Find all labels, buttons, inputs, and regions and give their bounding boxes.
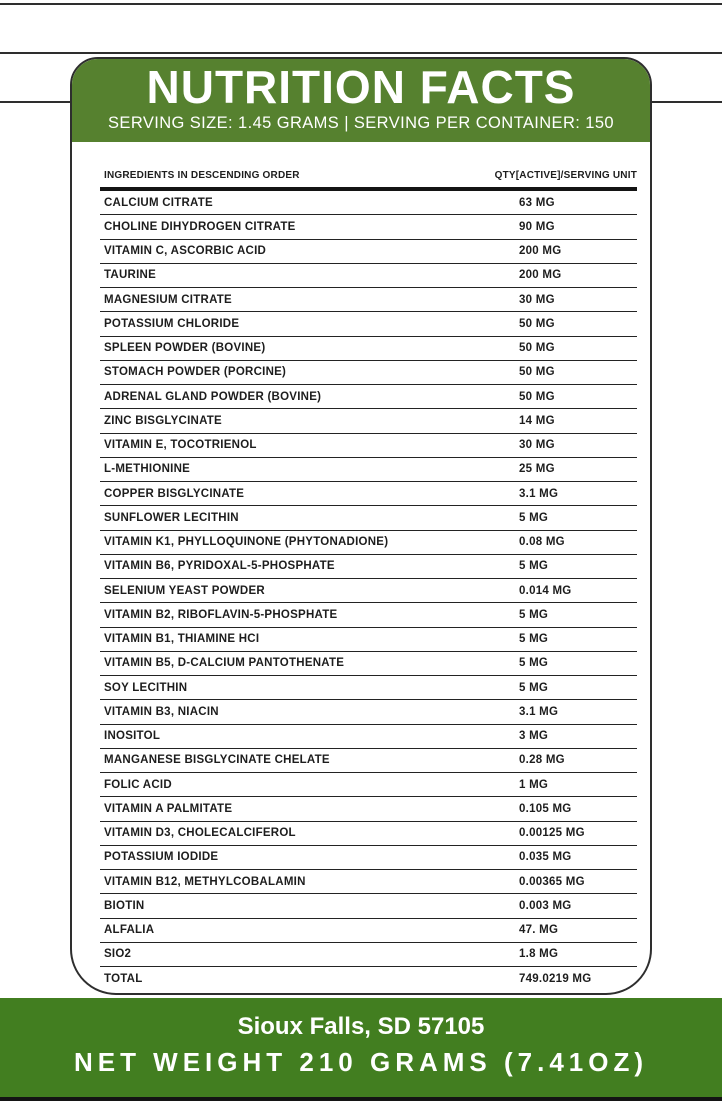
ingredient-qty: 0.08 MG xyxy=(519,536,565,549)
ingredient-qty: 3.1 MG xyxy=(519,487,559,500)
table-row xyxy=(100,943,637,967)
table-row xyxy=(100,773,637,797)
ingredient-name: VITAMIN B3, NIACIN xyxy=(104,705,219,718)
ingredient-name: SIO2 xyxy=(104,948,132,961)
ingredient-name: VITAMIN D3, CHOLECALCIFEROL xyxy=(104,827,296,840)
table-row xyxy=(100,579,637,603)
bottom-edge-strip xyxy=(0,1097,722,1101)
card-header xyxy=(72,59,650,142)
ingredient-name: CALCIUM CITRATE xyxy=(104,196,213,209)
ingredient-qty: 200 MG xyxy=(519,245,562,258)
ingredient-qty: 47. MG xyxy=(519,924,559,937)
table-row xyxy=(100,337,637,361)
serving-info: SERVING SIZE: 1.45 GRAMS | SERVING PER CONTAINER: 150 xyxy=(108,114,614,132)
nutrition-facts-card xyxy=(70,57,652,995)
table-row xyxy=(100,240,637,264)
ingredient-name: STOMACH POWDER (PORCINE) xyxy=(104,366,287,379)
ingredient-name: SPLEEN POWDER (BOVINE) xyxy=(104,342,266,355)
table-row xyxy=(100,409,637,433)
table-row xyxy=(100,894,637,918)
ingredient-name: VITAMIN B1, THIAMINE HCI xyxy=(104,633,260,646)
ingredient-qty: 0.105 MG xyxy=(519,802,572,815)
ingredient-qty: 5 MG xyxy=(519,560,549,573)
ingredient-name: ZINC BISGLYCINATE xyxy=(104,414,222,427)
table-row xyxy=(100,870,637,894)
ingredient-qty: 5 MG xyxy=(519,681,549,694)
table-row xyxy=(100,603,637,627)
ingredient-name: VITAMIN E, TOCOTRIENOL xyxy=(104,439,257,452)
ingredient-name: MAGNESIUM CITRATE xyxy=(104,293,232,306)
column-header-qty: QTY[ACTIVE]/SERVING UNIT xyxy=(494,170,637,181)
table-row xyxy=(100,628,637,652)
table-row xyxy=(100,434,637,458)
ingredient-qty: 200 MG xyxy=(519,269,562,282)
ingredient-name: SOY LECITHIN xyxy=(104,681,188,694)
ingredient-qty: 30 MG xyxy=(519,439,555,452)
table-row xyxy=(100,822,637,846)
ingredient-name: POTASSIUM CHLORIDE xyxy=(104,317,240,330)
ingredient-qty: 1 MG xyxy=(519,778,549,791)
table-row xyxy=(100,288,637,312)
table-row xyxy=(100,215,637,239)
ingredient-qty: 63 MG xyxy=(519,196,555,209)
ingredient-name: FOLIC ACID xyxy=(104,778,172,791)
ingredient-qty: 50 MG xyxy=(519,366,555,379)
ingredient-qty: 50 MG xyxy=(519,342,555,355)
top-rule-line-1 xyxy=(0,3,722,5)
ingredient-qty: 90 MG xyxy=(519,220,555,233)
ingredient-name: BIOTIN xyxy=(104,899,145,912)
ingredient-name: MANGANESE BISGLYCINATE CHELATE xyxy=(104,754,330,767)
footer-net-weight: NET WEIGHT 210 GRAMS (7.41OZ) xyxy=(73,1047,649,1077)
ingredient-qty: 50 MG xyxy=(519,317,555,330)
ingredient-qty: 3.1 MG xyxy=(519,705,559,718)
ingredient-name: VITAMIN B12, METHYLCOBALAMIN xyxy=(104,875,306,888)
table-row xyxy=(100,312,637,336)
nutrition-facts-title: NUTRITION FACTS xyxy=(146,61,576,113)
ingredient-name: INOSITOL xyxy=(104,730,161,743)
ingredient-name: POTASSIUM IODIDE xyxy=(104,851,219,864)
table-row xyxy=(100,191,637,215)
table-row xyxy=(100,652,637,676)
table-row xyxy=(100,967,637,991)
ingredient-qty: 14 MG xyxy=(519,414,555,427)
ingredient-qty: 0.00125 MG xyxy=(519,827,585,840)
table-row xyxy=(100,676,637,700)
table-row xyxy=(100,264,637,288)
ingredient-qty: 0.003 MG xyxy=(519,899,572,912)
ingredient-qty: 5 MG xyxy=(519,511,549,524)
ingredient-qty: 5 MG xyxy=(519,633,549,646)
ingredient-qty: 5 MG xyxy=(519,657,549,670)
ingredient-qty: 0.014 MG xyxy=(519,584,572,597)
top-rule-line-2 xyxy=(0,52,722,54)
footer-band xyxy=(0,998,722,1097)
ingredient-name: ALFALIA xyxy=(104,924,155,937)
ingredient-name: VITAMIN B5, D-CALCIUM PANTOTHENATE xyxy=(104,657,345,670)
table-row xyxy=(100,725,637,749)
ingredient-qty: 0.28 MG xyxy=(519,754,565,767)
ingredient-qty: 0.035 MG xyxy=(519,851,572,864)
ingredient-qty: 50 MG xyxy=(519,390,555,403)
table-row xyxy=(100,797,637,821)
ingredient-qty: 3 MG xyxy=(519,730,549,743)
column-header-ingredients: INGREDIENTS IN DESCENDING ORDER xyxy=(104,170,300,181)
ingredient-qty: 749.0219 MG xyxy=(519,973,592,986)
ingredient-name: VITAMIN B6, PYRIDOXAL-5-PHOSPHATE xyxy=(104,560,335,573)
table-row xyxy=(100,506,637,530)
ingredient-name: SUNFLOWER LECITHIN xyxy=(104,511,239,524)
ingredient-name: VITAMIN B2, RIBOFLAVIN-5-PHOSPHATE xyxy=(104,608,338,621)
table-row xyxy=(100,458,637,482)
table-row xyxy=(100,482,637,506)
footer-address: Sioux Falls, SD 57105 xyxy=(237,1013,485,1040)
ingredient-name: ADRENAL GLAND POWDER (BOVINE) xyxy=(104,390,322,403)
ingredient-name: CHOLINE DIHYDROGEN CITRATE xyxy=(104,220,296,233)
table-row xyxy=(100,555,637,579)
ingredient-name: VITAMIN K1, PHYLLOQUINONE (PHYTONADIONE) xyxy=(104,536,389,549)
ingredient-qty: 25 MG xyxy=(519,463,555,476)
ingredient-name: VITAMIN C, ASCORBIC ACID xyxy=(104,245,267,258)
table-row xyxy=(100,700,637,724)
table-body xyxy=(100,187,637,991)
ingredient-qty: 0.00365 MG xyxy=(519,875,585,888)
ingredient-name: L-METHIONINE xyxy=(104,463,191,476)
ingredients-table xyxy=(100,163,637,991)
table-row xyxy=(100,361,637,385)
table-row xyxy=(100,385,637,409)
ingredient-name: TAURINE xyxy=(104,269,157,282)
table-row xyxy=(100,531,637,555)
table-row xyxy=(100,919,637,943)
ingredient-qty: 5 MG xyxy=(519,608,549,621)
table-row xyxy=(100,846,637,870)
ingredient-qty: 1.8 MG xyxy=(519,948,559,961)
ingredient-name: VITAMIN A PALMITATE xyxy=(104,802,233,815)
ingredient-name: TOTAL xyxy=(104,973,143,986)
ingredient-name: COPPER BISGLYCINATE xyxy=(104,487,245,500)
table-header-row xyxy=(100,163,637,187)
ingredient-qty: 30 MG xyxy=(519,293,555,306)
ingredient-name: SELENIUM YEAST POWDER xyxy=(104,584,265,597)
table-row xyxy=(100,749,637,773)
